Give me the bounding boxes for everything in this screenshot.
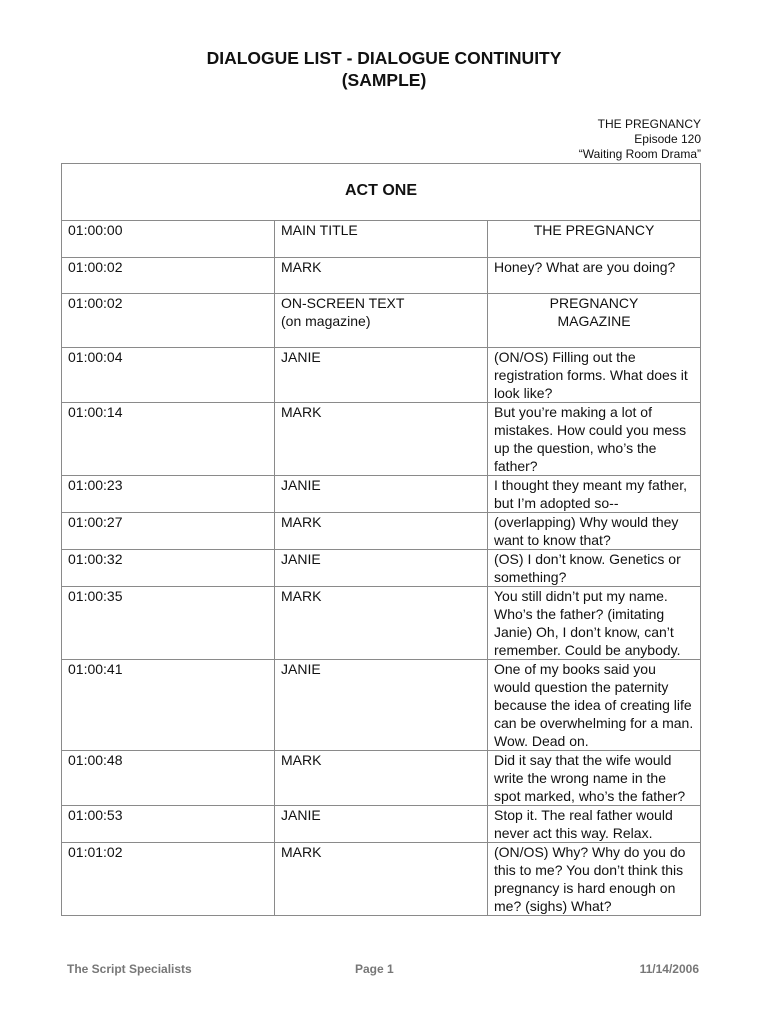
character-cell: MARK — [275, 587, 488, 660]
character-cell: MARK — [275, 403, 488, 476]
dialogue-cell: One of my books said you would question the paternity because the idea of creating life can be overwhelming for a man. Wow. Dead on. — [488, 660, 701, 751]
act-heading-row — [62, 164, 701, 221]
character-cell: ON-SCREEN TEXT (on magazine) — [275, 294, 488, 348]
timecode-cell: 01:00:23 — [62, 476, 275, 513]
table-row — [62, 550, 701, 587]
footer-page-number: Page 1 — [355, 962, 394, 976]
dialogue-cell: Did it say that the wife would write the wrong name in the spot marked, who’s the father? — [488, 751, 701, 806]
title-line-2: (SAMPLE) — [341, 70, 427, 90]
footer-company: The Script Specialists — [67, 962, 192, 976]
dialogue-cell: Honey? What are you doing? — [488, 258, 701, 294]
character-cell: JANIE — [275, 476, 488, 513]
timecode-cell: 01:00:02 — [62, 294, 275, 348]
timecode-cell: 01:00:32 — [62, 550, 275, 587]
timecode-cell: 01:00:35 — [62, 587, 275, 660]
dialogue-cell: (OS) I don’t know. Genetics or something? — [488, 550, 701, 587]
table-row — [62, 403, 701, 476]
character-cell: JANIE — [275, 550, 488, 587]
table-row — [62, 513, 701, 550]
dialogue-cell: (ON/OS) Why? Why do you do this to me? You don’t think this pregnancy is hard enough on me? (sighs) What? — [488, 843, 701, 916]
dialogue-cell: THE PREGNANCY — [488, 221, 701, 258]
character-cell: MAIN TITLE — [275, 221, 488, 258]
table-row — [62, 843, 701, 916]
timecode-cell: 01:00:41 — [62, 660, 275, 751]
table-row — [62, 660, 701, 751]
episode-info — [579, 117, 701, 162]
dialogue-cell: (ON/OS) Filling out the registration forms. What does it look like? — [488, 348, 701, 403]
character-cell: MARK — [275, 751, 488, 806]
timecode-cell: 01:00:27 — [62, 513, 275, 550]
character-cell: MARK — [275, 843, 488, 916]
table-row — [62, 751, 701, 806]
table-row — [62, 258, 701, 294]
show-name: THE PREGNANCY — [597, 117, 701, 131]
dialogue-cell: I thought they meant my father, but I’m adopted so-- — [488, 476, 701, 513]
episode-number: Episode 120 — [634, 132, 701, 146]
timecode-cell: 01:00:02 — [62, 258, 275, 294]
timecode-cell: 01:00:53 — [62, 806, 275, 843]
footer-date: 11/14/2006 — [639, 962, 699, 976]
dialogue-cell: PREGNANCY MAGAZINE — [488, 294, 701, 348]
table-row — [62, 221, 701, 258]
dialogue-cell: But you’re making a lot of mistakes. How could you mess up the question, who’s the father? — [488, 403, 701, 476]
timecode-cell: 01:01:02 — [62, 843, 275, 916]
dialogue-cell: Stop it. The real father would never act this way. Relax. — [488, 806, 701, 843]
dialogue-cell: (overlapping) Why would they want to know that? — [488, 513, 701, 550]
table-row — [62, 806, 701, 843]
document-title — [0, 47, 768, 91]
title-line-1: DIALOGUE LIST - DIALOGUE CONTINUITY — [206, 48, 562, 68]
table-row — [62, 587, 701, 660]
table-row — [62, 476, 701, 513]
timecode-cell: 01:00:14 — [62, 403, 275, 476]
dialogue-cell: You still didn’t put my name. Who’s the father? (imitating Janie) Oh, I don’t know, can’t remember. Could be anybody. — [488, 587, 701, 660]
table-row — [62, 348, 701, 403]
episode-name: “Waiting Room Drama” — [578, 147, 701, 161]
timecode-cell: 01:00:48 — [62, 751, 275, 806]
act-heading: ACT ONE — [62, 164, 701, 221]
character-cell: MARK — [275, 513, 488, 550]
character-cell: JANIE — [275, 348, 488, 403]
character-cell: JANIE — [275, 806, 488, 843]
timecode-cell: 01:00:00 — [62, 221, 275, 258]
character-cell: MARK — [275, 258, 488, 294]
character-cell: JANIE — [275, 660, 488, 751]
table-row — [62, 294, 701, 348]
dialogue-table — [61, 163, 701, 916]
timecode-cell: 01:00:04 — [62, 348, 275, 403]
